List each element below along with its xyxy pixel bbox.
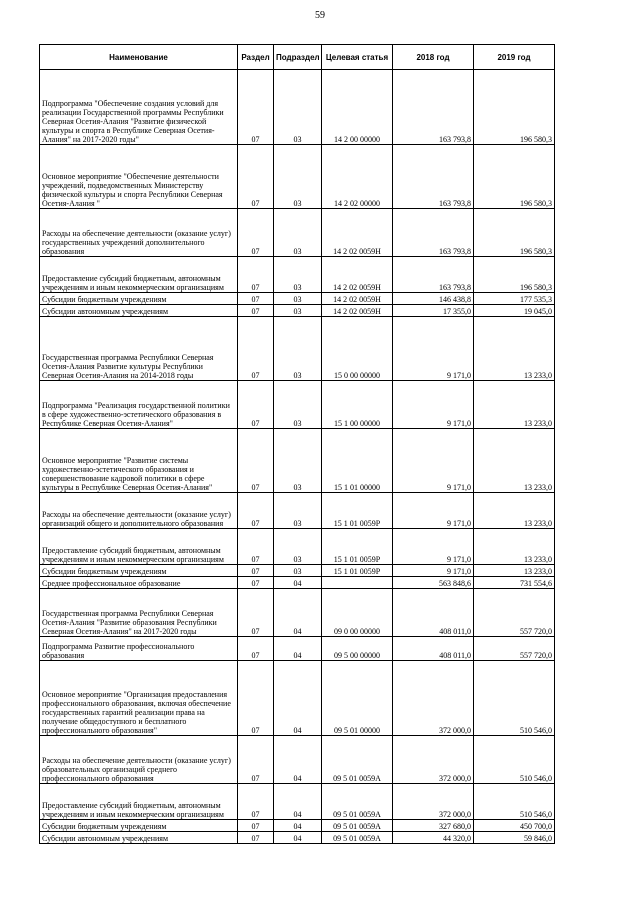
- row-subsection: 04: [274, 661, 322, 736]
- table-row: [40, 589, 555, 637]
- row-2018: 9 171,0: [393, 429, 474, 493]
- row-section: 07: [238, 661, 274, 736]
- row-2019: 19 045,0: [474, 305, 555, 317]
- row-2018: 327 680,0: [393, 820, 474, 832]
- row-target: 09 5 01 0059А: [322, 820, 393, 832]
- row-subsection: 03: [274, 429, 322, 493]
- row-target: 09 0 00 00000: [322, 589, 393, 637]
- row-subsection: 04: [274, 637, 322, 661]
- row-2019: 731 554,6: [474, 577, 555, 589]
- row-2019: 196 580,3: [474, 70, 555, 145]
- page-number: 59: [315, 10, 325, 21]
- row-section: 07: [238, 736, 274, 784]
- row-subsection: 03: [274, 305, 322, 317]
- row-name: Основное мероприятие "Развитие системы художественно-эстетического образования и совершенствование кадровой политики в сфере культуры в Республике Северная Осетия-Алания": [40, 429, 238, 493]
- row-name: Субсидии автономным учреждениям: [40, 832, 238, 844]
- row-2019: 450 700,0: [474, 820, 555, 832]
- row-subsection: 03: [274, 381, 322, 429]
- row-subsection: 04: [274, 832, 322, 844]
- table-header-row: [40, 45, 555, 70]
- row-section: 07: [238, 637, 274, 661]
- row-target: 14 2 00 00000: [322, 70, 393, 145]
- row-name: Расходы на обеспечение деятельности (оказание услуг) организаций общего и дополнительного образования: [40, 493, 238, 529]
- row-2018: 9 171,0: [393, 565, 474, 577]
- row-name: Расходы на обеспечение деятельности (оказание услуг) образовательных организаций среднего профессионального образования: [40, 736, 238, 784]
- row-2019: 196 580,3: [474, 209, 555, 257]
- row-section: 07: [238, 317, 274, 381]
- row-name: Государственная программа Республики Северная Осетия-Алания "Развитие образования Республики Северная Осетия-Алания" на 2017-2020 годы: [40, 589, 238, 637]
- row-target: 14 2 02 0059Н: [322, 257, 393, 293]
- row-target: 14 2 02 0059Н: [322, 209, 393, 257]
- row-subsection: 03: [274, 209, 322, 257]
- row-target: [322, 577, 393, 589]
- row-subsection: 03: [274, 145, 322, 209]
- row-2018: 372 000,0: [393, 784, 474, 820]
- table-row: [40, 317, 555, 381]
- table-row: [40, 381, 555, 429]
- table-row: [40, 70, 555, 145]
- table-row: [40, 784, 555, 820]
- row-2019: 557 720,0: [474, 637, 555, 661]
- row-section: 07: [238, 429, 274, 493]
- table-row: [40, 565, 555, 577]
- table-row: [40, 209, 555, 257]
- row-2019: 13 233,0: [474, 317, 555, 381]
- row-name: Подпрограмма "Реализация государственной политики в сфере художественно-эстетического образования в Республике Северная Осетия-Алания": [40, 381, 238, 429]
- row-target: 15 1 00 00000: [322, 381, 393, 429]
- row-section: 07: [238, 577, 274, 589]
- table-row: [40, 820, 555, 832]
- row-name: Среднее профессиональное образование: [40, 577, 238, 589]
- row-target: 09 5 01 0059А: [322, 832, 393, 844]
- row-section: 07: [238, 257, 274, 293]
- row-target: 15 1 01 00000: [322, 429, 393, 493]
- header-2018: 2018 год: [393, 45, 474, 70]
- row-2018: 9 171,0: [393, 493, 474, 529]
- row-target: 15 1 01 0059Р: [322, 493, 393, 529]
- row-section: 07: [238, 305, 274, 317]
- row-2019: 196 580,3: [474, 145, 555, 209]
- row-2018: 9 171,0: [393, 529, 474, 565]
- row-2019: 510 546,0: [474, 661, 555, 736]
- row-subsection: 04: [274, 577, 322, 589]
- row-2018: 9 171,0: [393, 381, 474, 429]
- table-body: [40, 70, 555, 844]
- row-2018: 163 793,8: [393, 257, 474, 293]
- row-section: 07: [238, 70, 274, 145]
- table-row: [40, 529, 555, 565]
- row-2018: 372 000,0: [393, 661, 474, 736]
- header-target: Целевая статья: [322, 45, 393, 70]
- row-2019: 13 233,0: [474, 429, 555, 493]
- header-section: Раздел: [238, 45, 274, 70]
- row-2018: 163 793,8: [393, 209, 474, 257]
- budget-table: [39, 44, 555, 844]
- row-section: 07: [238, 832, 274, 844]
- table-row: [40, 493, 555, 529]
- row-2018: 408 011,0: [393, 589, 474, 637]
- table-row: [40, 293, 555, 305]
- row-target: 14 2 02 0059Н: [322, 293, 393, 305]
- row-2018: 163 793,8: [393, 70, 474, 145]
- row-target: 09 5 00 00000: [322, 637, 393, 661]
- row-target: 14 2 02 00000: [322, 145, 393, 209]
- row-2018: 408 011,0: [393, 637, 474, 661]
- row-name: Субсидии автономным учреждениям: [40, 305, 238, 317]
- row-subsection: 03: [274, 293, 322, 305]
- row-section: 07: [238, 145, 274, 209]
- row-target: 15 1 01 0059Р: [322, 529, 393, 565]
- row-2019: 13 233,0: [474, 381, 555, 429]
- row-subsection: 03: [274, 493, 322, 529]
- row-subsection: 04: [274, 736, 322, 784]
- row-2019: 13 233,0: [474, 493, 555, 529]
- row-2019: 510 546,0: [474, 784, 555, 820]
- row-target: 09 5 01 0059А: [322, 736, 393, 784]
- header-2019: 2019 год: [474, 45, 555, 70]
- row-2018: 44 320,0: [393, 832, 474, 844]
- row-section: 07: [238, 589, 274, 637]
- row-subsection: 04: [274, 820, 322, 832]
- row-section: 07: [238, 293, 274, 305]
- row-2019: 13 233,0: [474, 565, 555, 577]
- row-name: Государственная программа Республики Северная Осетия-Алания Развитие культуры Республики Северная Осетия-Алания на 2014-2018 годы: [40, 317, 238, 381]
- row-2019: 557 720,0: [474, 589, 555, 637]
- row-subsection: 03: [274, 565, 322, 577]
- row-2018: 563 848,6: [393, 577, 474, 589]
- row-name: Субсидии бюджетным учреждениям: [40, 820, 238, 832]
- table-row: [40, 661, 555, 736]
- row-section: 07: [238, 565, 274, 577]
- header-subsection: Подраздел: [274, 45, 322, 70]
- row-subsection: 03: [274, 317, 322, 381]
- row-target: 14 2 02 0059Н: [322, 305, 393, 317]
- row-name: Субсидии бюджетным учреждениям: [40, 293, 238, 305]
- row-target: 09 5 01 00000: [322, 661, 393, 736]
- row-subsection: 03: [274, 257, 322, 293]
- header-name: Наименование: [40, 45, 238, 70]
- row-subsection: 03: [274, 70, 322, 145]
- row-name: Основное мероприятие "Обеспечение деятельности учреждений, подведомственных Министерству физической культуры и спорта Республики Северная Осетия-Алания ": [40, 145, 238, 209]
- table-row: [40, 637, 555, 661]
- row-subsection: 04: [274, 589, 322, 637]
- table-row: [40, 577, 555, 589]
- row-section: 07: [238, 381, 274, 429]
- row-2018: 372 000,0: [393, 736, 474, 784]
- row-2018: 9 171,0: [393, 317, 474, 381]
- row-name: Предоставление субсидий бюджетным, автономным учреждениям и иным некоммерческим организациям: [40, 529, 238, 565]
- row-2018: 17 355,0: [393, 305, 474, 317]
- row-name: Предоставление субсидий бюджетным, автономным учреждениям и иным некоммерческим организациям: [40, 257, 238, 293]
- row-subsection: 04: [274, 784, 322, 820]
- table-row: [40, 736, 555, 784]
- row-section: 07: [238, 784, 274, 820]
- row-2018: 163 793,8: [393, 145, 474, 209]
- row-name: Субсидии бюджетным учреждениям: [40, 565, 238, 577]
- table-row: [40, 257, 555, 293]
- table-row: [40, 832, 555, 844]
- row-2019: 13 233,0: [474, 529, 555, 565]
- row-2019: 196 580,3: [474, 257, 555, 293]
- row-target: 15 0 00 00000: [322, 317, 393, 381]
- row-2019: 59 846,0: [474, 832, 555, 844]
- row-name: Расходы на обеспечение деятельности (оказание услуг) государственных учреждений дополнительного образования: [40, 209, 238, 257]
- table-row: [40, 429, 555, 493]
- row-name: Подпрограмма "Обеспечение создания условий для реализации Государственной программы Республики Северная Осетия-Алания "Развитие физической культуры и спорта в Республике Северная Осетия-Алания" на 2017-2020 годы": [40, 70, 238, 145]
- row-section: 07: [238, 529, 274, 565]
- row-section: 07: [238, 820, 274, 832]
- table-row: [40, 145, 555, 209]
- row-name: Предоставление субсидий бюджетным, автономным учреждениям и иным некоммерческим организациям: [40, 784, 238, 820]
- row-target: 09 5 01 0059А: [322, 784, 393, 820]
- row-2019: 177 535,3: [474, 293, 555, 305]
- table-row: [40, 305, 555, 317]
- row-name: Подпрограмма Развитие профессионального образования: [40, 637, 238, 661]
- row-section: 07: [238, 493, 274, 529]
- row-section: 07: [238, 209, 274, 257]
- row-subsection: 03: [274, 529, 322, 565]
- row-2019: 510 546,0: [474, 736, 555, 784]
- row-name: Основное мероприятие "Организация предоставления профессионального образования, включая обеспечение государственных гарантий реализации права на получение общедоступного и бесплатного профессионального образования": [40, 661, 238, 736]
- row-2018: 146 438,8: [393, 293, 474, 305]
- row-target: 15 1 01 0059Р: [322, 565, 393, 577]
